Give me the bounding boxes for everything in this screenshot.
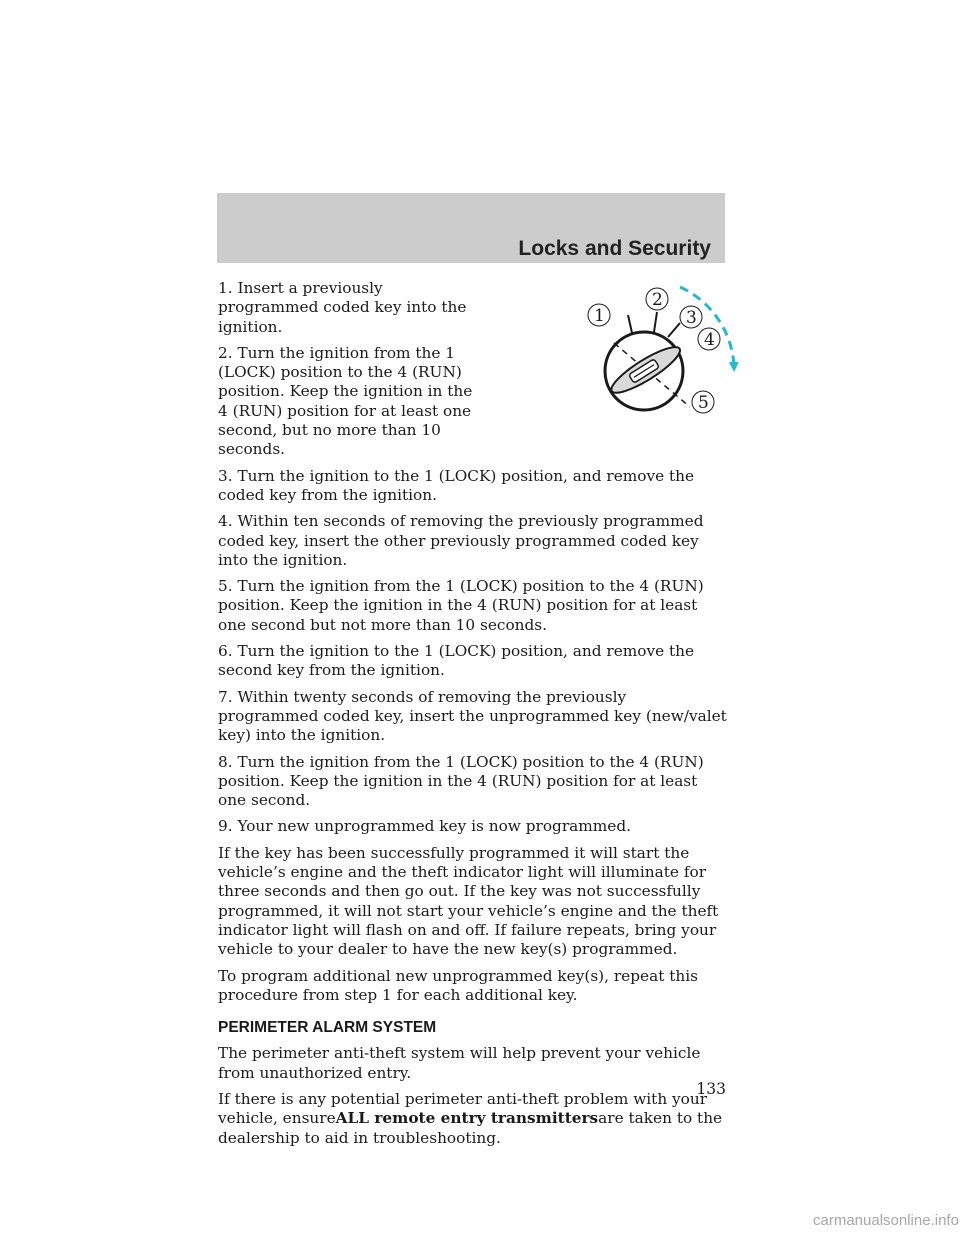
position-tick-3 xyxy=(668,323,680,337)
paragraph-perimeter-ensure xyxy=(218,1090,728,1148)
ignition-diagram xyxy=(490,279,740,424)
page-number: 133 xyxy=(696,1080,726,1098)
position-tick-2 xyxy=(654,312,657,332)
watermark: carmanualsonline.info xyxy=(813,1212,959,1229)
paragraph-success: If the key has been successfully programmed it will start the vehicle’s engine and the theft indicator light will illuminate for three seconds and then go out. If the key was not successfully programmed, it will not start your vehicle’s engine and the theft indicator light will flash on and off. If failure repeats, bring your vehicle to your dealer to have the new key(s) programmed. xyxy=(218,843,719,959)
step-3: 3. Turn the ignition to the 1 (LOCK) position, and remove the coded key from the ignition. xyxy=(218,466,695,504)
step-9: 9. Your new unprogrammed key is now programmed. xyxy=(218,817,631,836)
ensure-text-bold: ALL remote entry transmitters xyxy=(335,1109,599,1128)
paragraph-perimeter-intro: The perimeter anti-theft system will help prevent your vehicle from unauthorized entry. xyxy=(218,1044,701,1082)
ensure-text-after: are taken to the dealership to aid in troubleshooting. xyxy=(218,1109,723,1147)
step-5: 5. Turn the ignition from the 1 (LOCK) position to the 4 (RUN) position. Keep the ignition in the 4 (RUN) position for at least one second but not more than 10 seconds. xyxy=(218,577,704,634)
step-1: 1. Insert a previously programmed coded key into the ignition. xyxy=(218,279,467,336)
position-label-2: 2 xyxy=(652,290,663,310)
position-label-4: 4 xyxy=(704,330,715,350)
position-label-3: 3 xyxy=(686,308,697,328)
header-band xyxy=(217,193,725,263)
page-header-title: Locks and Security xyxy=(518,237,711,260)
step-2: 2. Turn the ignition from the 1 (LOCK) position to the 4 (RUN) position. Keep the ignition in the 4 (RUN) position for at least one second, but no more than 10 seconds. xyxy=(218,343,473,459)
step-4: 4. Within ten seconds of removing the previously programmed coded key, insert the other previously programmed coded key into the ignition. xyxy=(218,512,704,569)
paragraph-additional-keys: To program additional new unprogrammed key(s), repeat this procedure from step 1 for each additional key. xyxy=(218,966,698,1004)
position-label-1: 1 xyxy=(594,306,605,326)
position-label-5: 5 xyxy=(698,393,709,413)
step-7: 7. Within twenty seconds of removing the previously programmed coded key, insert the unprogrammed key (new/valet key) into the ignition. xyxy=(218,687,727,745)
step-8: 8. Turn the ignition from the 1 (LOCK) position to the 4 (RUN) position. Keep the ignition in the 4 (RUN) position for at least one second. xyxy=(218,752,704,810)
ensure-text-before: If there is any potential perimeter anti-theft problem with your vehicle, ensure xyxy=(218,1089,708,1128)
ignition-diagram-svg xyxy=(490,279,740,424)
position-tick-1 xyxy=(628,315,632,333)
section-heading-perimeter-alarm: PERIMETER ALARM SYSTEM xyxy=(218,1019,437,1037)
step-6: 6. Turn the ignition to the 1 (LOCK) position, and remove the second key from the ignition. xyxy=(218,642,695,680)
page-content xyxy=(218,279,728,1155)
